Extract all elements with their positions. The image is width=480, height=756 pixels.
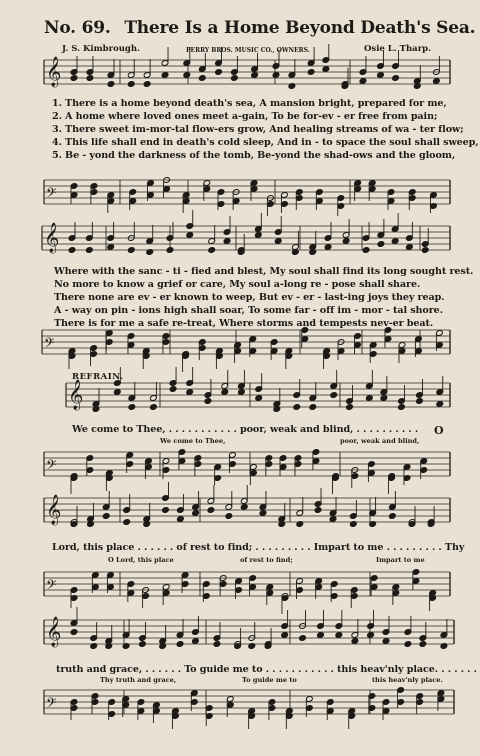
note-head [238,389,246,396]
note-head [176,641,184,648]
note-head [272,72,280,79]
note-head [307,69,315,76]
note-head [186,232,194,239]
refrain-label: REFRAIN. [72,372,124,382]
note-head [274,238,282,245]
refrain-bass-text: Thy truth and grace, [100,676,177,684]
note-head [85,247,93,254]
note-head [398,404,406,411]
note-head [139,641,147,648]
note-head [192,638,200,645]
verse-line: Where with the sanc - ti - fied and blest, My soul shall find its long sought rest. [54,266,474,277]
note-head [421,247,429,254]
note-head [317,632,325,639]
verse-line: 1. There is a home beyond death's sea, A mansion bright, prepared for me, [52,98,447,109]
refrain-bass-text: poor, weak and blind, [340,437,420,445]
words-credit: J. S. Kimbrough. [62,44,140,54]
note-head [213,641,221,648]
note-head [223,238,231,245]
note-head [70,75,78,82]
note-head [281,632,289,639]
verse-line: A - way on pin - ions high shall soar, To some far - off im - mor - tal shore. [54,305,443,316]
refrain-bass-text: O Lord, this place [108,556,174,564]
staff [44,60,450,84]
note-head [198,75,206,82]
note-head [107,244,115,251]
note-head [335,632,343,639]
note-head [351,638,359,645]
note-head [102,513,110,520]
refrain-bass-text: To guide me to [242,676,297,684]
verse-line: 3. There sweet im-mor-tal flow-ers grow, And healing streams of wa - ter flow; [52,124,464,135]
note-head [127,81,135,88]
note-head [259,510,267,517]
note-head [330,392,338,399]
verse-line: 2. A home where loved ones meet a-gain, To be for-ev - er free from pain; [52,111,438,122]
note-head [342,238,350,245]
note-head [254,232,262,239]
note-head [406,244,414,251]
note-head [204,398,212,405]
refrain-bass-text: Impart to me [376,556,425,564]
verse-line: 4. This life shall end in death's cold sleep, And in - to space the soul shall sweep, [52,137,479,148]
publisher-credit: PERRY BROS. MUSIC CO., OWNERS. [186,47,310,54]
verse-line: There none are ev - er known to weep, But ev - er - last-ing joys they reap. [54,292,445,303]
note-head [128,404,136,411]
note-head [70,629,78,636]
verse-line: There is for me a safe re-treat, Where storms and tempests nev-er beat. [54,318,434,329]
bass-clef-icon: 𝄢 [44,335,55,354]
refrain-bass-text: of rest to find; [240,556,293,564]
bass-clef-icon: 𝄢 [46,457,57,476]
note-head [113,389,121,396]
treble-clef-icon: 𝄞 [46,495,62,525]
note-head [161,72,169,79]
note-head [225,513,233,520]
refrain-line: We come to Thee, . . . . . . . . . . . poor, weak and blind, . . . . . . . . . . [72,424,419,435]
note-head [377,72,385,79]
note-head [322,66,330,73]
note-head [251,72,259,79]
staff [44,452,450,476]
staff [42,226,450,250]
music-credit: Osie L. Tharp. [364,44,432,54]
note-head [177,516,185,523]
treble-clef-icon: 𝄞 [46,57,62,87]
note-head [169,386,177,393]
note-head [183,72,191,79]
note-head [314,507,322,514]
note-head [416,398,424,405]
note-head [123,519,131,526]
refrain-line: truth and grace, . . . . . . To guide me to . . . . . . . . . . . this heav'nly place. . . . . . . [56,664,477,675]
note-head [207,507,215,514]
refrain-line-end: O [434,424,444,437]
note-head [433,78,441,85]
note-head [324,244,332,251]
treble-clef-icon: 𝄞 [44,223,60,253]
note-head [186,389,194,396]
note-head [380,395,388,402]
treble-clef-icon: 𝄞 [68,380,84,410]
note-head [143,81,151,88]
note-head [293,404,301,411]
note-head [255,395,263,402]
note-head [192,510,200,517]
staff [42,330,450,354]
verse-line: No more to know a grief or care, My soul a-long re - pose shall share. [54,279,421,290]
note-head [436,401,444,408]
refrain-line: Lord, this place . . . . . . of rest to find; . . . . . . . . . Impart to me . . . . . . . . . Thy [52,542,465,553]
note-head [329,516,337,523]
note-head [391,238,399,245]
note-head [404,641,412,648]
note-head [389,513,397,520]
bass-clef-icon: 𝄢 [46,577,57,596]
note-head [208,247,216,254]
note-head [231,75,239,82]
note-head [346,404,354,411]
note-head [107,81,115,88]
note-head [150,404,158,411]
treble-clef-icon: 𝄞 [46,617,62,647]
note-head [299,635,307,642]
note-head [68,247,76,254]
note-head [86,75,94,82]
note-head [377,241,385,248]
refrain-bass-text: this heav'nly place. [372,676,443,684]
note-head [240,504,248,511]
bass-clef-icon: 𝄢 [46,185,57,204]
note-head [382,638,390,645]
refrain-bass-text: We come to Thee, [160,437,226,445]
note-head [367,632,375,639]
note-head [365,395,373,402]
hymn-number: No. 69. [44,18,111,38]
note-head [419,641,427,648]
hymn-title-line [44,18,475,38]
note-head [359,78,367,85]
staff [44,572,450,596]
note-head [127,247,135,254]
note-head [221,389,229,396]
note-head [166,247,174,254]
hymn-title: There Is a Home Beyond Death's Sea. [124,18,476,38]
note-head [392,75,400,82]
note-head [309,404,317,411]
note-head [162,507,170,514]
bass-clef-icon: 𝄢 [46,695,57,714]
verse-line: 5. Be - yond the darkness of the tomb, Be-yond the shad-ows and the gloom, [52,150,456,161]
note-head [215,69,223,76]
note-head [362,247,370,254]
